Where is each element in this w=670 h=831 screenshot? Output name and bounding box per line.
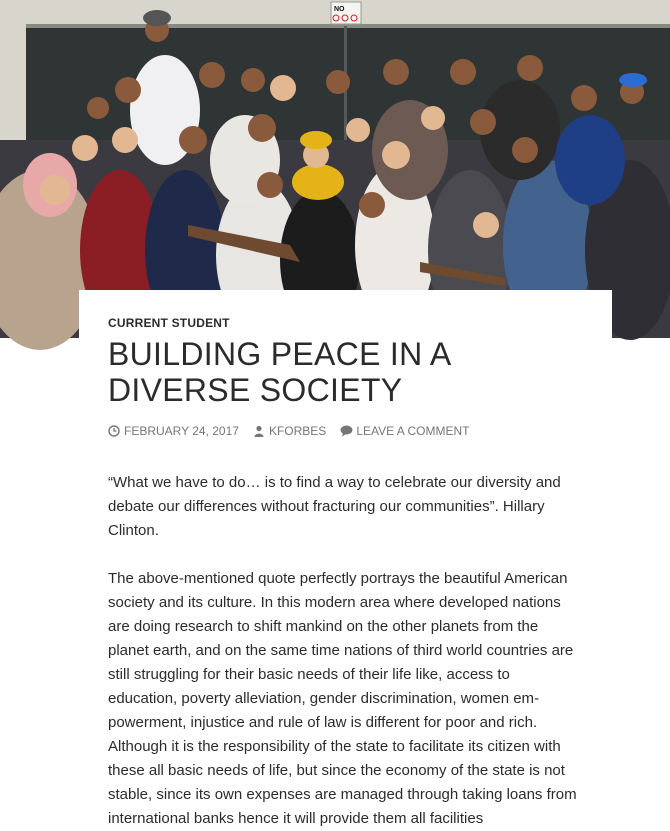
post-article <box>79 290 612 827</box>
post-paragraph: “What we have to do… is to find a way to celebrate our diversity and debate our differences without fracturing our communities”. Hillary Clinton. <box>108 474 561 539</box>
svg-text:NO: NO <box>334 6 345 13</box>
post-date: FEBRUARY 24, 2017 <box>124 424 239 438</box>
leave-comment-label: LEAVE A COMMENT <box>356 424 470 438</box>
speech-bubble-icon <box>340 425 352 437</box>
leave-comment-link[interactable] <box>340 424 469 438</box>
category-link[interactable]: CURRENT STUDENT <box>108 316 230 330</box>
post-date-link[interactable] <box>108 424 239 438</box>
post-title[interactable]: BUILDING PEACE IN A DIVERSE SOCIETY <box>108 336 450 408</box>
post-paragraph: The above-mentioned quote perfectly portrays the beautiful American society and its culture. In this modern area where developed nations are doing research to shift mankind on the other planets from the planet earth, and on the same time nations of third world countries are still struggling for their basic needs of their life like, access to education, poverty alleviation, gender discrimination, women empowerment, injustice and rule of law is different for poor and rich. Although it is the responsibility of the state to facilitate its citizen with these all basic needs of life, but since the economy of the state is not stable, since its own expenses are managed through taking loans from international banks hence it will provide them all facilities <box>108 570 577 827</box>
wall-sign <box>331 2 361 24</box>
post-content <box>108 471 580 831</box>
post-author-link[interactable] <box>253 424 326 438</box>
clock-icon <box>108 425 120 437</box>
post-author: KFORBES <box>268 424 327 438</box>
post-meta <box>108 424 580 438</box>
featured-image <box>0 0 670 338</box>
person-icon <box>253 425 265 437</box>
